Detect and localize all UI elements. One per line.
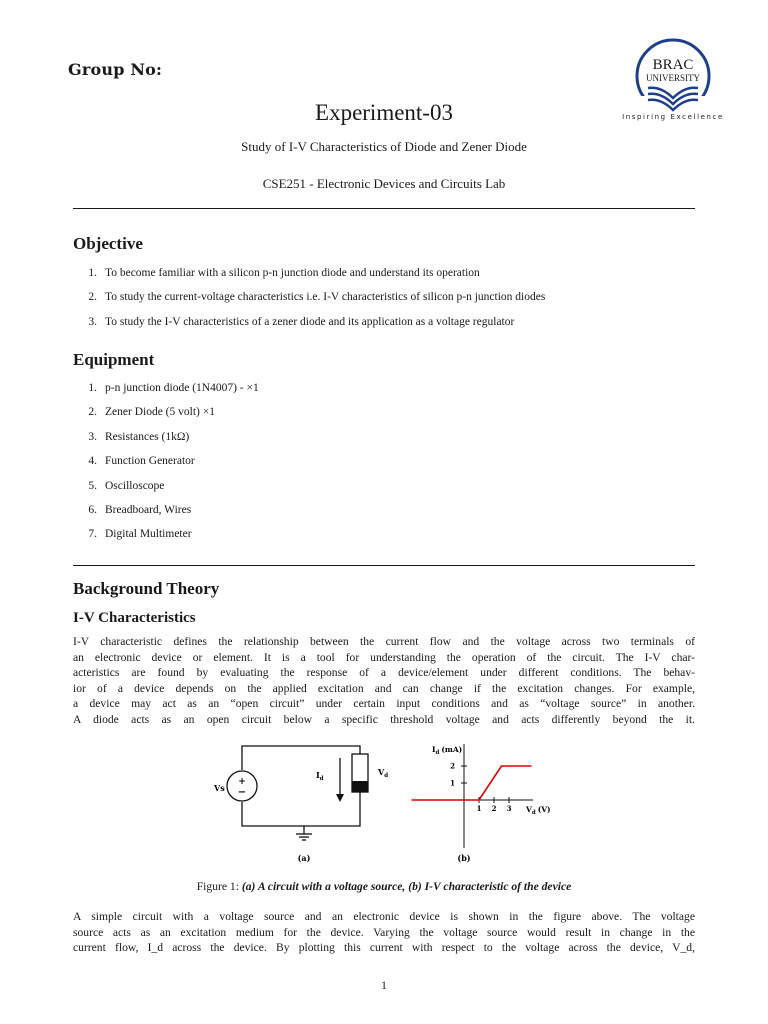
paragraph-line: an electronic device or element. It is a tool for understanding the operation of the circuit. The I-V char- — [73, 650, 695, 664]
list-item: 1. p-n junction diode (1N4007) - ×1 — [88, 382, 259, 394]
device-band — [352, 781, 368, 792]
list-item: 6. Breadboard, Wires — [88, 503, 192, 516]
source-minus: − — [237, 787, 247, 798]
background-heading: Background Theory — [73, 579, 220, 598]
panel-label-a: (a) — [297, 853, 311, 863]
source-plus: + — [238, 777, 246, 787]
paragraph-line: source acts as an excitation medium for the device. Varying the voltage source would result in change in the — [73, 925, 695, 939]
y-axis-label: $I_d$ (mA) — [432, 745, 463, 756]
list-item: 3. Resistances (1kΩ) — [88, 430, 190, 443]
figure-1 — [200, 740, 570, 868]
equipment-list — [73, 381, 259, 552]
current-label: $I_d$ — [316, 770, 324, 782]
paragraph-line: a device may act as an “open circuit” under certain input conditions and as “voltage source” in another. — [73, 697, 695, 711]
y-tick-label: 2 — [450, 761, 455, 771]
x-tick-label: 1 — [476, 804, 482, 813]
header-divider — [73, 208, 695, 209]
figure-caption: Figure 1: (a) A circuit with a voltage source, (b) I-V characteristic of the device — [196, 880, 572, 893]
paragraph-circuit — [73, 909, 695, 956]
list-item: 5. Oscilloscope — [88, 479, 165, 492]
list-item: 4. Function Generator — [88, 455, 195, 468]
list-item: 3. To study the I-V characteristics of a zener diode and its application as a voltage regulator — [88, 315, 515, 328]
voltage-label: $V_d$ — [378, 767, 389, 779]
panel-label-b: (b) — [457, 853, 471, 863]
iv-characteristics-heading: I-V Characteristics — [73, 610, 196, 626]
experiment-subtitle: Study of I-V Characteristics of Diode and Zener Diode — [241, 139, 527, 154]
current-arrow-icon — [336, 794, 344, 802]
list-item: 7. Digital Multimeter — [88, 528, 192, 541]
paragraph-line: A diode acts as an open circuit below a specific threshold voltage and acts differently beyond the it. — [73, 712, 695, 726]
logo-line1: BRAC — [652, 57, 694, 73]
course-name: CSE251 - Electronic Devices and Circuits Lab — [262, 176, 506, 191]
objective-heading: Objective — [73, 234, 143, 253]
x-tick-label: 3 — [506, 804, 512, 813]
experiment-title: Experiment-03 — [315, 100, 453, 125]
list-item: 2. To study the current-voltage characteristics i.e. I-V characteristics of silicon p-n junction diodes — [88, 291, 546, 304]
list-item: 1. To become familiar with a silicon p-n junction diode and understand its operation — [88, 267, 480, 279]
iv-curve-line — [412, 766, 532, 800]
paragraph-line: current flow, I_d across the device. By plotting this current with respect to the voltage across the device, V_d, — [73, 941, 695, 955]
list-item: 2. Zener Diode (5 volt) ×1 — [88, 406, 215, 419]
x-axis-label: $V_d$ (V) — [526, 805, 551, 816]
y-tick-label: 1 — [450, 778, 455, 788]
equipment-heading: Equipment — [73, 350, 155, 369]
x-tick-label: 2 — [491, 804, 497, 813]
circuit-diagram — [227, 746, 368, 840]
group-number-label: Group No: — [68, 60, 163, 79]
page-number: 1 — [381, 980, 387, 992]
paragraph-line: I-V characteristic defines the relationship between the current flow and the voltage across two terminals of — [73, 635, 695, 648]
logo-tagline: Inspiring Excellence — [622, 113, 724, 121]
paragraph-line: ior of a device depends on the applied excitation and can change if the excitation changes. For example, — [73, 681, 695, 695]
iv-chart — [412, 744, 534, 848]
paragraph-line: A simple circuit with a voltage source and an electronic device is shown in the figure above. The voltage — [73, 910, 695, 923]
source-label: Vs — [214, 783, 225, 793]
section-divider — [73, 565, 695, 566]
paragraph-line: acteristics are found by evaluating the response of a device/element under different conditions. The behav- — [73, 666, 695, 680]
paragraph-intro — [73, 634, 695, 728]
logo-line2: UNIVERSITY — [646, 73, 700, 83]
objective-list — [73, 266, 545, 339]
